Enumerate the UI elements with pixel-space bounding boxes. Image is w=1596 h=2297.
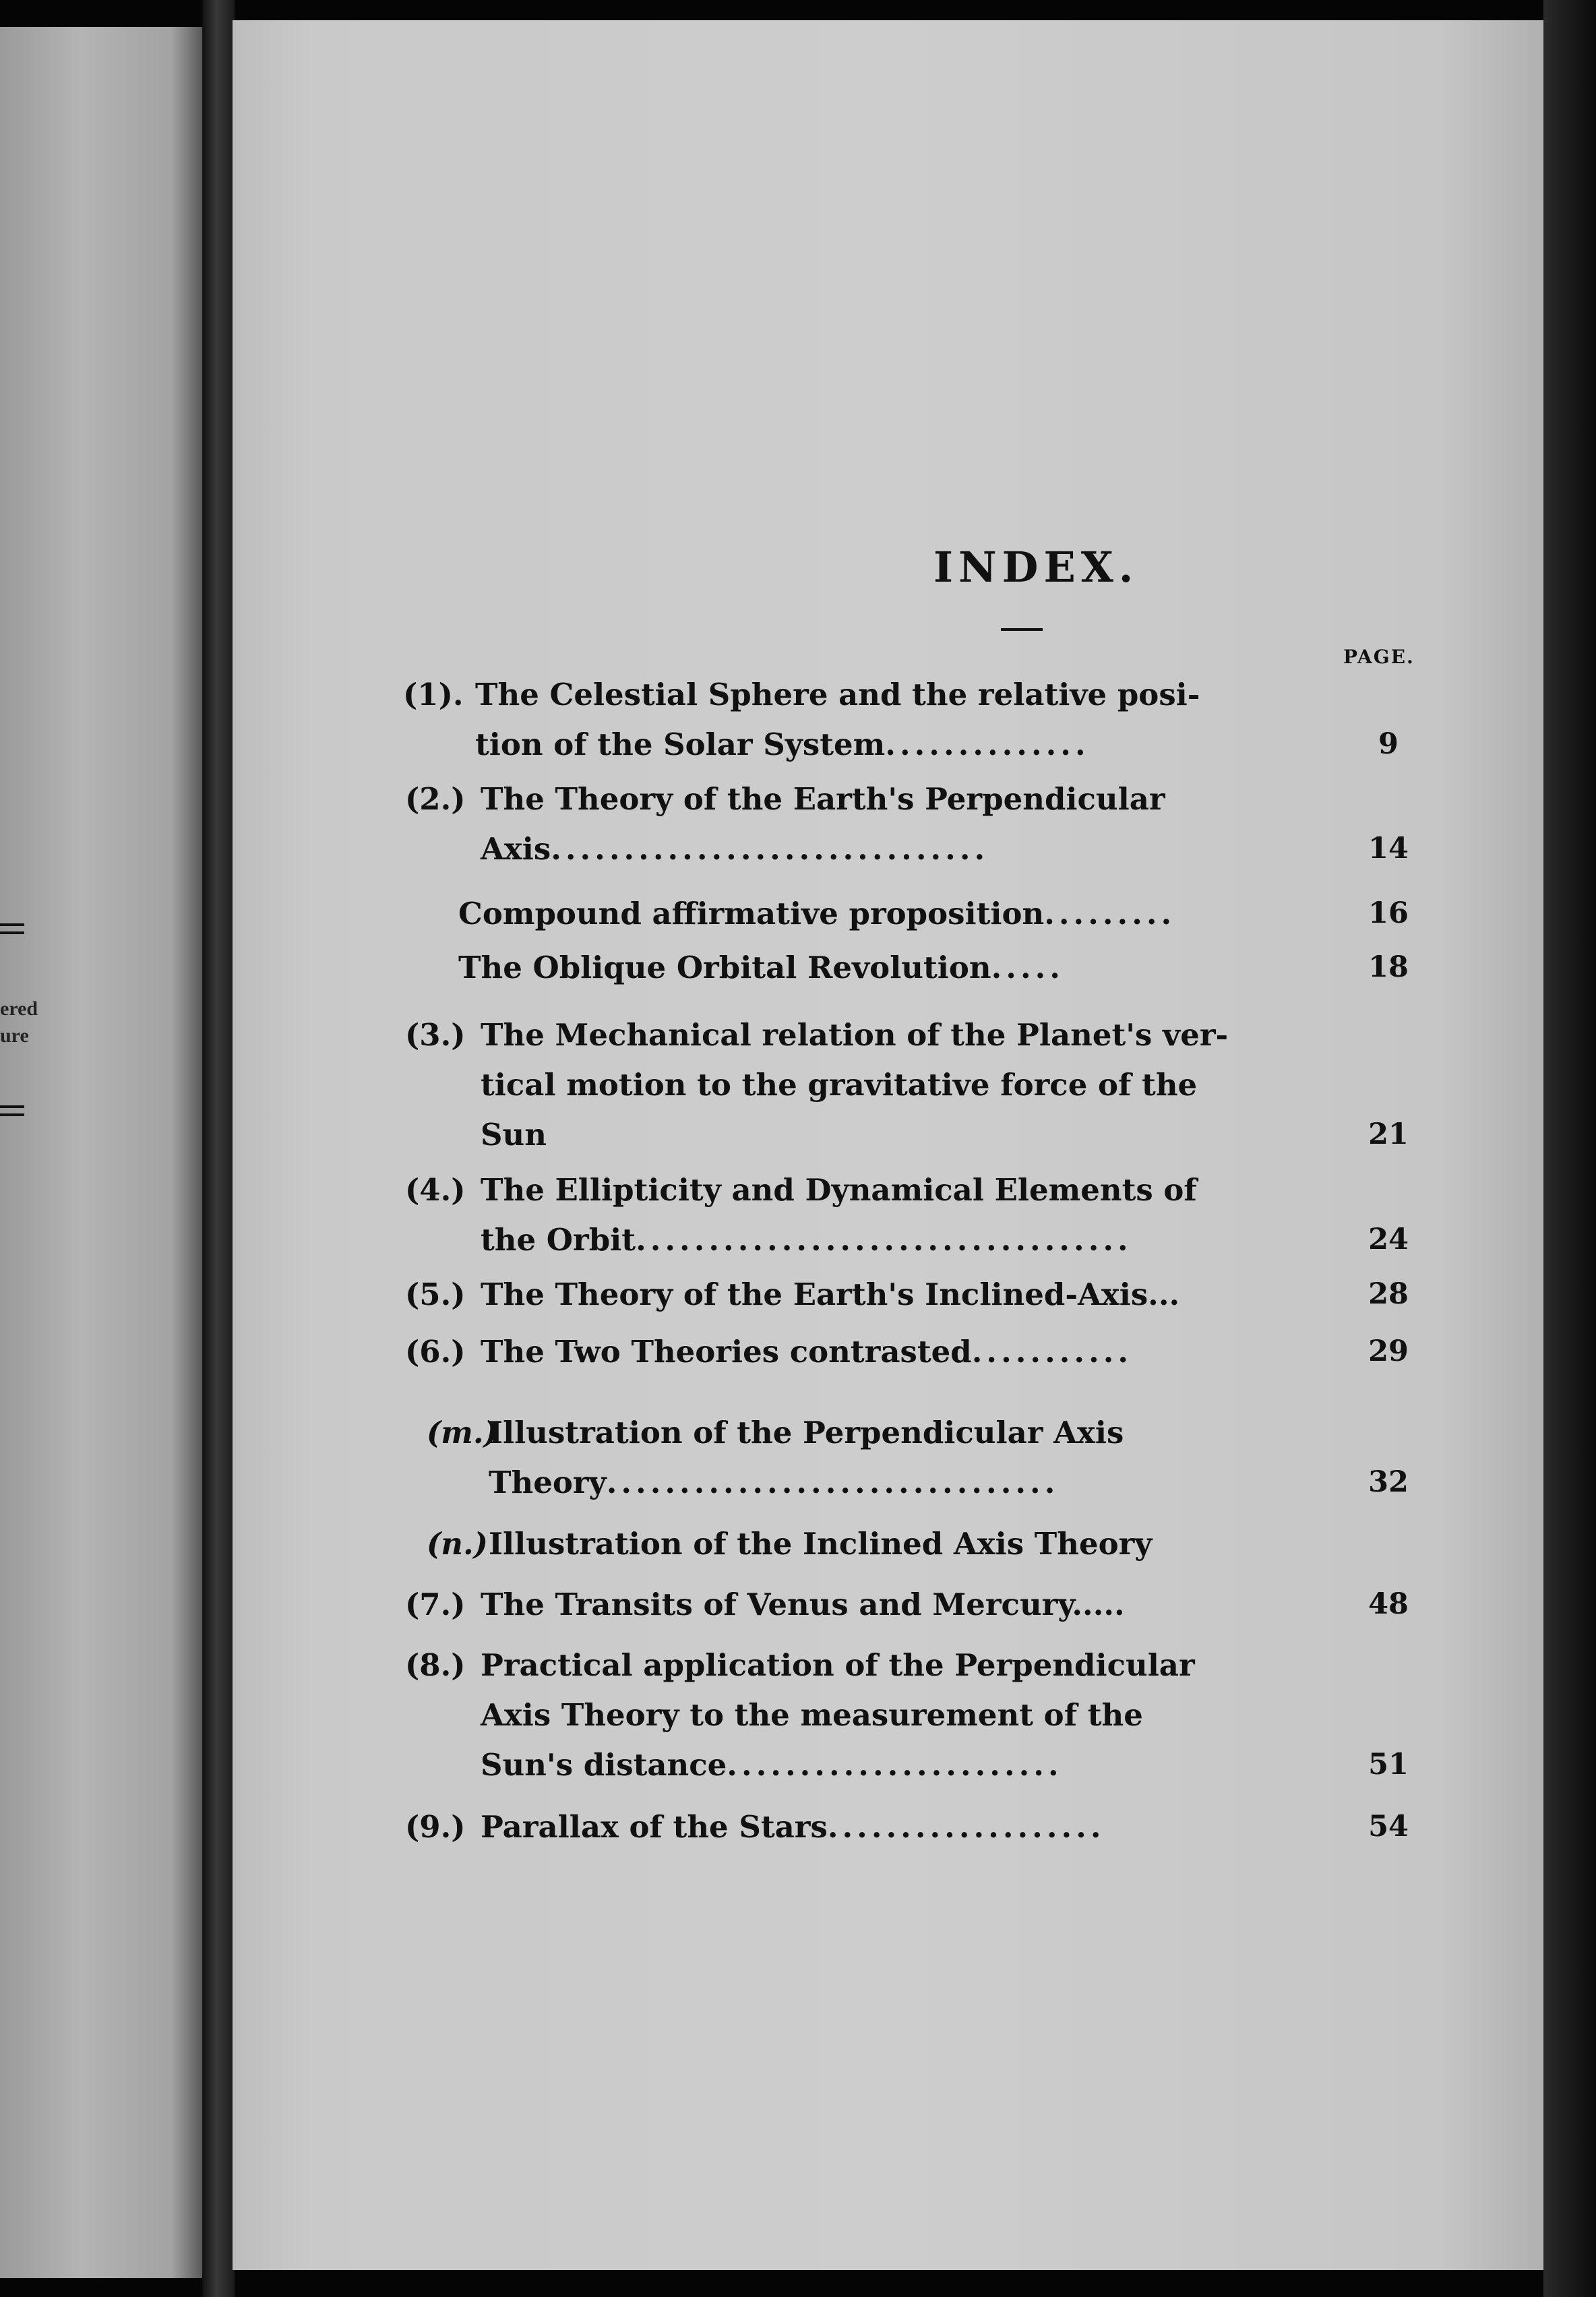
title-rule — [1001, 628, 1043, 631]
entry-text-line: The Theory of the Earth's Inclined-Axis... — [481, 1277, 1180, 1312]
entry-number: (5.) — [405, 1277, 466, 1312]
facing-page-text-ure: ure — [0, 1024, 29, 1047]
entry-page-number: 16 — [1368, 896, 1409, 930]
leader-dots: ......... — [1044, 896, 1176, 931]
entry-text-line: Illustration of the Perpendicular Axis — [489, 1415, 1124, 1450]
entry-number: (7.) — [405, 1587, 466, 1622]
entry-number: (2.) — [405, 781, 466, 817]
leader-dots: ........... — [971, 1334, 1133, 1370]
entry-number: (3.) — [405, 1017, 466, 1053]
entry-text-line: Axis.............................. — [481, 831, 989, 867]
entry-text-line: The Oblique Orbital Revolution..... — [458, 950, 1064, 985]
entry-number: (1). — [403, 677, 464, 712]
entry-page-number: 9 — [1378, 727, 1399, 761]
entry-text-line: Practical application of the Perpendicular — [481, 1647, 1195, 1683]
entry-number: (4.) — [405, 1172, 466, 1208]
entry-text-line: Axis Theory to the measurement of the — [481, 1697, 1143, 1733]
leader-dots: ..... — [991, 950, 1064, 985]
entry-text-line: Parallax of the Stars................... — [481, 1809, 1105, 1845]
page-edge-shadow — [1543, 0, 1596, 2297]
leader-dots: ................... — [827, 1809, 1105, 1845]
entry-page-number: 21 — [1368, 1117, 1409, 1151]
entry-text-line: The Transits of Venus and Mercury..... — [481, 1587, 1125, 1622]
entry-text-line: Illustration of the Inclined Axis Theory — [489, 1526, 1153, 1562]
leader-dots: .............................. — [551, 831, 989, 867]
facing-page-rule — [0, 923, 24, 934]
entry-page-number: 54 — [1368, 1810, 1409, 1843]
entry-page-number: 24 — [1368, 1223, 1409, 1256]
leader-dots: ............................... — [606, 1465, 1060, 1500]
entry-page-number: 48 — [1368, 1587, 1409, 1621]
index-title: INDEX. — [933, 543, 1139, 592]
entry-text-line: The Celestial Sphere and the relative posi- — [475, 677, 1200, 712]
index-page — [233, 20, 1543, 2270]
entry-number: (9.) — [405, 1809, 466, 1845]
facing-page-fragment — [0, 27, 202, 2278]
entry-page-number: 32 — [1368, 1465, 1409, 1499]
entry-text-line: The Ellipticity and Dynamical Elements of — [481, 1172, 1197, 1208]
page-column-header: PAGE. — [1343, 646, 1415, 668]
entry-page-number: 29 — [1368, 1335, 1409, 1368]
entry-page-number: 18 — [1368, 950, 1409, 984]
book-gutter — [202, 0, 235, 2297]
entry-page-number: 14 — [1368, 832, 1409, 865]
entry-number: (8.) — [405, 1647, 466, 1683]
entry-text-line: tical motion to the gravitative force of the — [481, 1067, 1198, 1103]
entry-text-line: The Theory of the Earth's Perpendicular — [481, 781, 1165, 817]
leader-dots: .................................. — [636, 1222, 1132, 1258]
facing-page-rule — [0, 1105, 24, 1116]
entry-text-line: Compound affirmative proposition......... — [458, 896, 1176, 931]
entry-page-number: 28 — [1368, 1277, 1409, 1311]
entry-page-number: 51 — [1368, 1748, 1409, 1781]
leader-dots: .............. — [885, 727, 1090, 762]
entry-text-line: Sun's distance....................... — [481, 1747, 1063, 1783]
facing-page-text-ered: ered — [0, 998, 38, 1020]
entry-number: (n.) — [427, 1526, 488, 1562]
entry-text-line: the Orbit.................................. — [481, 1222, 1132, 1258]
entry-number: (6.) — [405, 1334, 466, 1370]
entry-text-line: Sun — [481, 1117, 547, 1153]
entry-text-line: The Mechanical relation of the Planet's ver- — [481, 1017, 1229, 1053]
entry-text-line: Theory............................... — [489, 1465, 1060, 1500]
leader-dots: ....................... — [727, 1747, 1063, 1783]
entry-text-line: The Two Theories contrasted........... — [481, 1334, 1133, 1370]
entry-number: (m.) — [427, 1415, 498, 1450]
entry-text-line: tion of the Solar System.............. — [475, 727, 1090, 762]
